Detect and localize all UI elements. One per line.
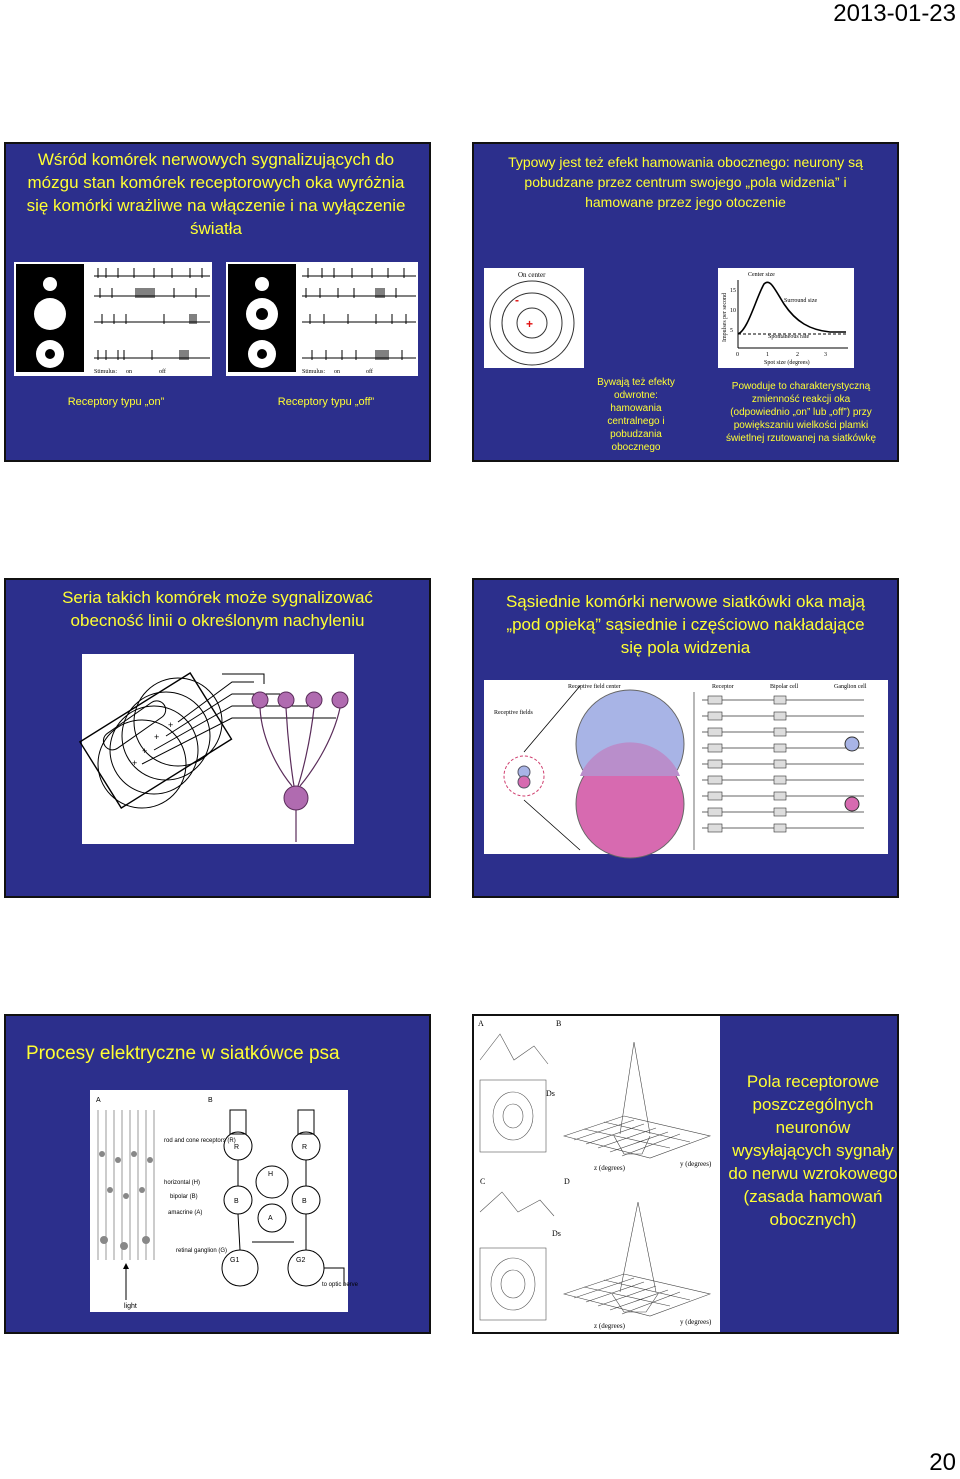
stimulus-off-label: off [159,369,166,375]
ganglion-cell [845,737,859,751]
panel-b-label: B [556,1019,562,1028]
g1-label: G1 [230,1257,240,1264]
slide-title: Wśród komórek nerwowych sygnalizujących do mózgu stan komórek receptorowych oka wyróżnia się komórki wrażliwe na włączenie i na wyłączenie światła [26,150,406,238]
slide-lateral-inhibition [472,142,899,462]
rf-center-label: Receptive field center [568,684,621,690]
neuron [252,692,268,708]
panel-a-label: A [478,1019,484,1028]
caption-off: Receptory typu „off” [277,396,375,408]
surface-plots [474,1016,720,1332]
ytick: 15 [730,288,736,294]
bipolar-label: Bipolar cell [770,684,799,690]
on-receptor-diagram [14,262,212,376]
slide-line-orientation [4,578,431,898]
ganglion-label: Ganglion cell [834,684,867,690]
spot-size-graph [718,268,854,368]
stimulus-on-label: on [126,369,132,375]
panel-d-label: D [564,1177,570,1186]
x-axis-label: Spot size (degrees) [764,360,810,366]
stimulus-on-label: on [334,369,340,375]
ytick: 5 [730,328,733,334]
h-label: H [268,1171,274,1178]
ganglion-cell [845,797,859,811]
xtick: 1 [766,352,769,358]
slide-title: Typowy jest też efekt hamowania obocznego: neurony są pobudzane przez centrum swojego „pola widzenia” i hamowane przez jego otoczenie [508,154,863,210]
stimulus-label: Stimulus: [302,369,326,375]
z-axis-label: z (degrees) [594,1164,625,1172]
on-center-label: On center [518,271,546,279]
figure-spot-size-graph [718,268,854,368]
svg-text:+: + [154,732,160,742]
slide-title: Procesy elektryczne w siatkówce psa [26,1043,340,1064]
mini-plots [480,1034,554,1320]
receptor-label: Receptor [712,684,734,690]
g2-label: G2 [296,1257,306,1264]
panel-a-label: A [96,1097,101,1104]
caption-variability: Powoduje to charakterystyczną zmienność reakcji oka (odpowiednio „on” lub „off”) przy powiększaniu wielkości plamki świetlnej rzutowanej na siatkówkę [725,381,877,444]
optic-nerve-label: to optic nerve [322,1282,359,1288]
ytick: 10 [730,308,736,314]
on-center-diagram [484,268,584,368]
stimulus-label: Stimulus: [94,369,118,375]
b-label: B [302,1198,307,1205]
figure-orientation-detector [82,654,354,844]
slide-title: Pola receptorowe poszczególnych neuronów wysyłających sygnały do nerwu wzrokowego (zasada hamowań obocznych) [728,1072,898,1229]
surround-size-label: Surround size [784,298,818,304]
stimulus-off-label: off [366,369,373,375]
neuron [332,692,348,708]
ds-label: Ds [546,1089,555,1098]
light-label: light [124,1303,137,1310]
amacrine-label: amacrine (A) [168,1210,203,1216]
header-date: 2013-01-23 [833,0,956,27]
svg-text:+: + [168,720,174,730]
caption-on: Receptory typu „on” [67,396,165,408]
receptive-fields-diagram [484,680,888,854]
surround-minus: - [515,293,519,307]
retina-cells-diagram [90,1090,359,1312]
mesh-bottom [564,1202,710,1316]
output-neuron [284,786,308,810]
svg-text:+: + [132,758,138,768]
slide-overlapping-fields [472,578,899,898]
svg-text:+: + [142,746,148,756]
center-size-label: Center size [748,272,775,278]
horizontal-label: horizontal (H) [164,1180,201,1186]
ganglion-label: retinal ganglion (G) [176,1248,228,1254]
a-label: A [268,1215,273,1222]
y-axis-label: y (degrees) [680,1318,712,1326]
slide-on-off-receptors [4,142,431,462]
center-plus: + [526,317,534,331]
neurons [252,692,348,810]
mesh-top [564,1042,710,1158]
slide-receptive-fields [472,1014,899,1334]
off-receptor-diagram [226,262,418,376]
y-axis-label: Impulses per second [722,293,728,342]
z-axis-label: z (degrees) [594,1322,625,1330]
spontaneous-rate-label: Spontaneous rate [768,334,810,340]
ds-label: Ds [552,1229,561,1238]
response-curve [738,282,846,334]
figure-off-receptor [226,262,418,376]
rf-label: Receptive fields [494,710,533,716]
figure-receptive-fields [484,680,888,854]
panel-c-label: C [480,1177,486,1186]
xtick: 2 [796,352,799,358]
figure-on-center-field [484,268,584,368]
neuron [306,692,322,708]
panel-b-label: B [208,1097,213,1104]
page-number: 20 [929,1449,956,1476]
figure-retina-cells [90,1090,359,1312]
xtick: 3 [824,352,827,358]
orientation-detector-diagram [82,654,354,844]
r-label: R [302,1144,308,1151]
r-label: R [234,1144,240,1151]
caption-reverse-effects: Bywają też efekty odwrotne: hamowania centralnego i pobudzania obocznego [597,377,675,453]
bipolar-label: bipolar (B) [170,1194,198,1200]
slide-dog-retina [4,1014,431,1334]
figure-3d-receptive-fields [474,1016,720,1332]
figure-on-receptor [14,262,212,376]
rods-label: rod and cone receptors (R) [164,1138,236,1144]
slide-title: Sąsiednie komórki nerwowe siatkówki oka mają „pod opieką” sąsiednie i częściowo nakładające się pola widzenia [505,592,866,657]
xtick: 0 [736,352,739,358]
b-label: B [234,1198,239,1205]
neuron [278,692,294,708]
y-axis-label: y (degrees) [680,1160,712,1168]
slide-title: Seria takich komórek może sygnalizować obecność linii o określonym nachyleniu [62,588,373,630]
